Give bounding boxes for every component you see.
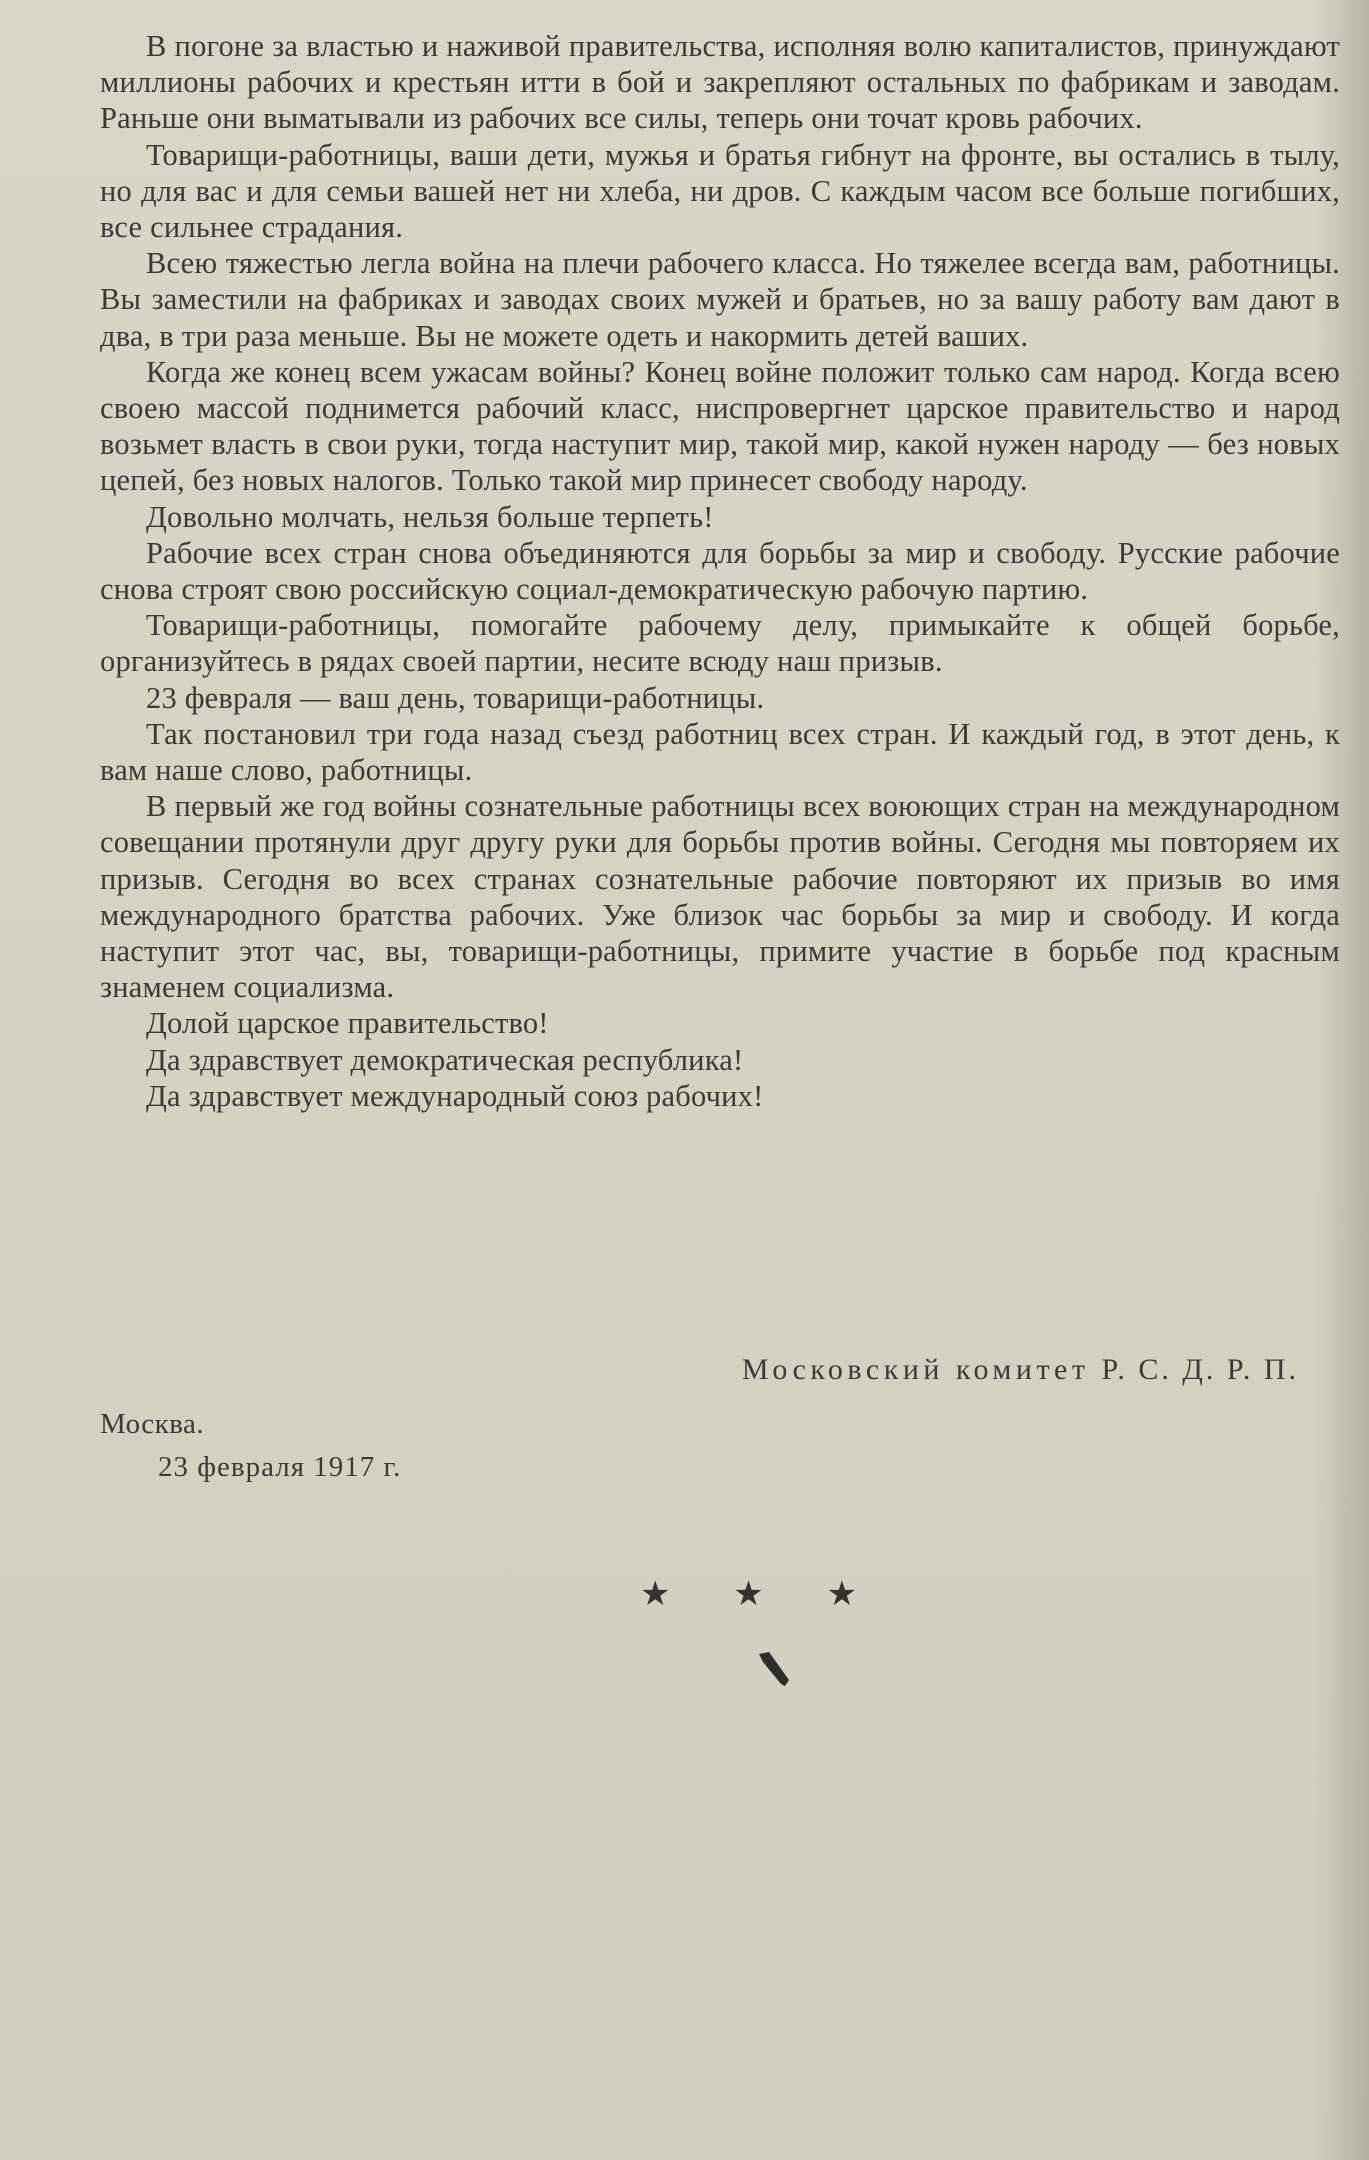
place-line: Москва. [100, 1408, 205, 1440]
star-ornament: ★ ★ ★ [640, 1574, 884, 1614]
date-line: 23 февраля 1917 г. [158, 1451, 402, 1483]
paragraph: Так постановил три года назад съезд работниц всех стран. И каждый год, в этот день, к вам наше слово, работницы. [100, 716, 1340, 788]
signature-name: Московский комитет [741, 1353, 1090, 1386]
signature [742, 1353, 1299, 1387]
paragraph: Рабочие всех стран снова объединяются для борьбы за мир и свободу. Русские рабочие снова строят свою российскую социал-демократическую рабочую партию. [100, 535, 1340, 607]
paragraph: Всею тяжестью легла война на плечи рабочего класса. Но тяжелее всегда вам, работницы. Вы заместили на фабриках и заводах своих мужей и братьев, но за вашу работу вам дают в два, в три раза меньше. Вы не можете одеть и накормить детей ваших. [100, 246, 1340, 353]
slogan: Да здравствует демократическая республика! [146, 1042, 744, 1077]
signature-initials: Р. С. Д. Р. П. [1101, 1353, 1299, 1386]
paragraph: В первый же год войны сознательные работницы всех воюющих стран на международном совещании протянули друг другу руки для борьбы против войны. Сегодня мы повторяем их призыв. Сегодня во всех странах сознательные рабочие повторяют их призыв во имя международного братства рабочих. Уже близок час борьбы за мир и свободу. И когда наступит этот час, вы, товарищи-работницы, примите участие в борьбе под красным знаменем социализма. [100, 789, 1340, 1005]
document-body [100, 28, 1340, 1114]
paragraph: В погоне за властью и наживой правительства, исполняя волю капиталистов, принуждают миллионы рабочих и крестьян итти в бой и закрепляют остальных по фабрикам и заводам. Раньше они выматывали из рабочих все силы, теперь они точат кровь рабочих. [100, 29, 1340, 136]
printer-mark-icon [755, 1650, 795, 1688]
paragraph: Товарищи-работницы, помогайте рабочему делу, примыкайте к общей борьбе, организуйтесь в рядах своей партии, несите всюду наш призыв. [100, 608, 1340, 679]
paragraph: 23 февраля — ваш день, товарищи-работницы. [146, 680, 765, 715]
paragraph: Довольно молчать, нельзя больше терпеть! [146, 499, 714, 534]
paragraph: Когда же конец всем ужасам войны? Конец войне положит только сам народ. Когда всею своею массой поднимется рабочий класс, ниспровергнет царское правительство и народ возьмет власть в свои руки, тогда наступит мир, такой мир, какой нужен народу — без новых цепей, без новых налогов. Только такой мир принесет свободу народу. [100, 354, 1340, 498]
slogan: Да здравствует международный союз рабочих! [146, 1078, 764, 1113]
slogan: Долой царское правительство! [146, 1006, 549, 1041]
paragraph: Товарищи-работницы, ваши дети, мужья и братья гибнут на фронте, вы остались в тылу, но для вас и для семьи вашей нет ни хлеба, ни дров. С каждым часом все больше погибших, все сильнее страдания. [100, 137, 1340, 245]
